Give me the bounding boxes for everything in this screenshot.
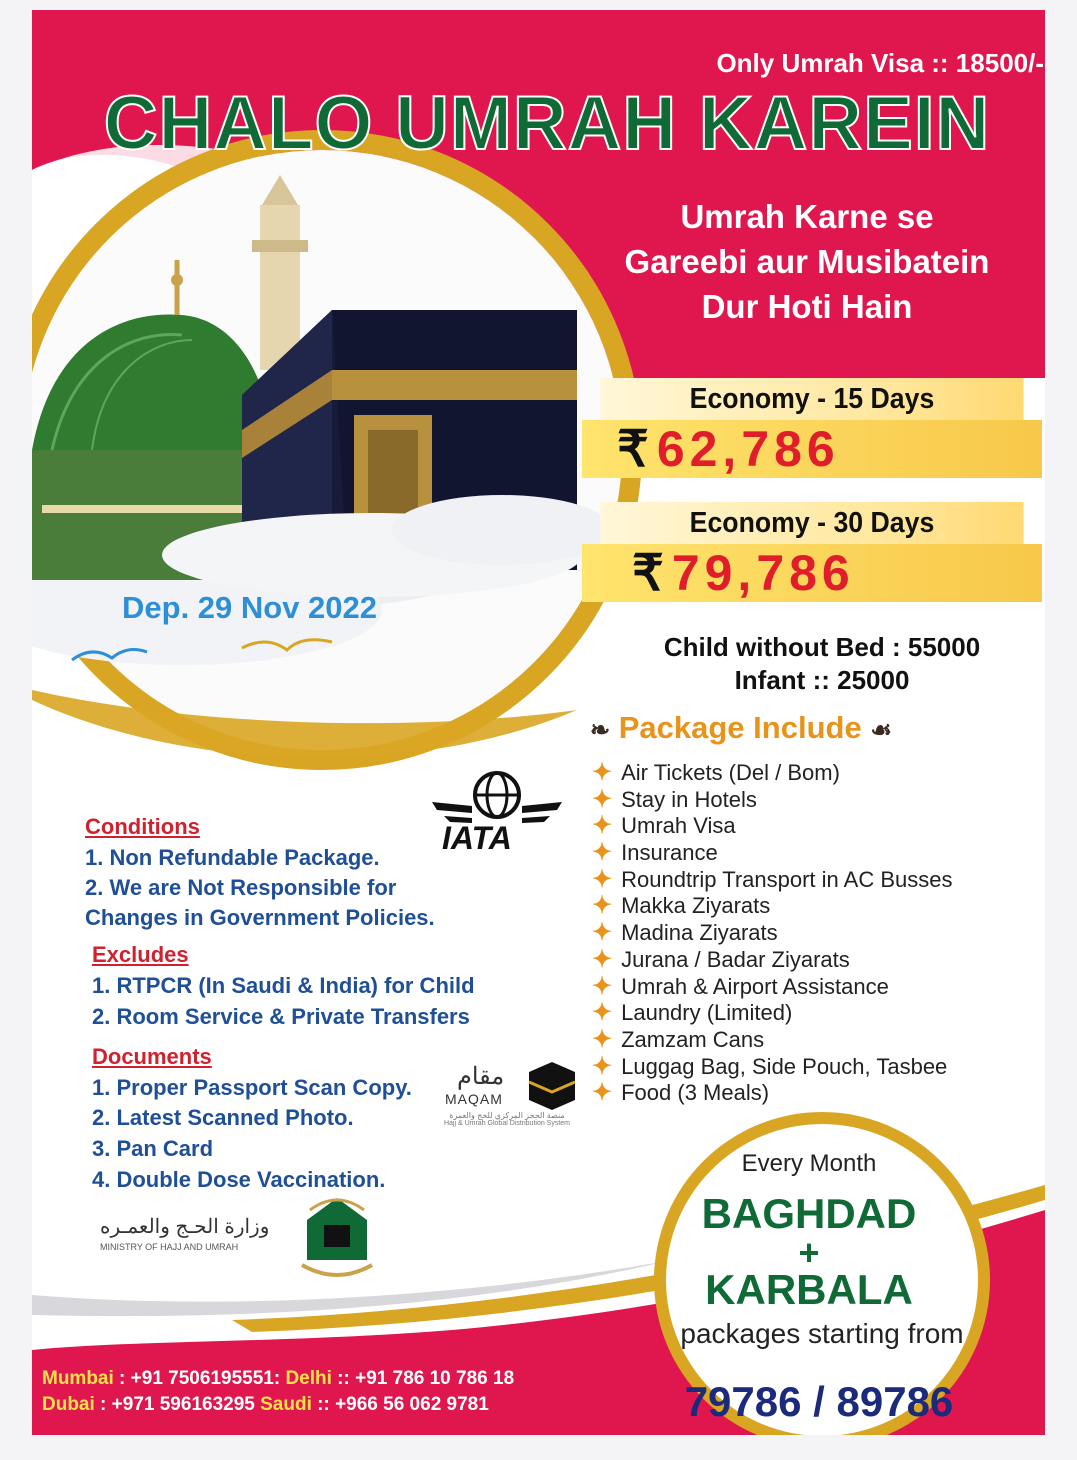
ministry-arabic: وزارة الحـج والعمـره	[100, 1216, 270, 1238]
plus-icon: ✦	[592, 812, 613, 840]
tagline-line2: Gareebi aur Musibatein	[624, 243, 990, 280]
maqam-subtitle-ar: منصة الحجز المركزي للحج والعمرة	[449, 1111, 565, 1120]
contact-number: : +971 596163295	[94, 1394, 261, 1415]
plus-icon: ✦	[592, 1052, 613, 1080]
price-value: 62,786	[656, 421, 840, 477]
conditions-title: Conditions	[85, 814, 200, 839]
include-item: Roundtrip Transport in AC Busses	[621, 866, 953, 892]
list-item	[592, 1025, 1032, 1052]
list-item	[592, 758, 1032, 785]
include-item: Stay in Hotels	[621, 786, 757, 812]
departure-date: Dep. 29 Nov 2022	[122, 590, 378, 625]
list-item	[592, 1052, 1032, 1079]
exclude-item: 2. Room Service & Private Transfers	[92, 1004, 470, 1029]
document-item: 1. Proper Passport Scan Copy.	[92, 1075, 412, 1100]
child-price: Child without Bed : 55000	[663, 632, 981, 662]
list-item	[592, 891, 1032, 918]
price-value: 79,786	[671, 545, 855, 601]
list-item	[592, 918, 1032, 945]
plus-icon: ✦	[592, 1079, 613, 1107]
excludes-title: Excludes	[92, 942, 189, 967]
list-item	[592, 785, 1032, 812]
maqam-english: MAQAM	[445, 1091, 503, 1107]
include-item: Umrah & Airport Assistance	[621, 973, 889, 999]
include-item: Madina Ziyarats	[621, 920, 778, 946]
include-item: Laundry (Limited)	[621, 1000, 793, 1026]
include-item: Makka Ziyarats	[621, 893, 771, 919]
package-price	[582, 544, 1042, 602]
plus-icon: ✦	[592, 839, 613, 867]
contact-line-1	[42, 1368, 602, 1390]
list-item	[592, 1078, 1032, 1105]
contact-label: Mumbai	[42, 1368, 114, 1389]
document-item: 2. Latest Scanned Photo.	[92, 1105, 354, 1130]
starting-from-label: packages starting from	[680, 1318, 964, 1349]
contact-number: :: +91 786 10 786 18	[331, 1368, 515, 1389]
infant-price: Infant :: 25000	[734, 665, 910, 695]
ministry-english: MINISTRY OF HAJJ AND UMRAH	[100, 1242, 239, 1252]
document-item: 4. Double Dose Vaccination.	[92, 1167, 386, 1192]
plus-icon: ✦	[592, 785, 613, 813]
contact-label: Saudi	[260, 1394, 312, 1415]
include-item: Umrah Visa	[621, 813, 736, 839]
ministry-emblem-icon	[302, 1198, 372, 1275]
contact-number: : +91 7506195551:	[113, 1368, 286, 1389]
condition-item: Changes in Government Policies.	[85, 905, 435, 930]
include-item: Zamzam Cans	[621, 1026, 765, 1052]
plus-icon: ✦	[592, 1025, 613, 1053]
city-karbala: KARBALA	[705, 1266, 913, 1313]
condition-item: 2. We are Not Responsible for	[85, 875, 397, 900]
package-30-days	[582, 502, 1042, 602]
list-item	[592, 838, 1032, 865]
iata-globe-icon	[432, 773, 562, 823]
list-item	[592, 811, 1032, 838]
package-title: Economy - 15 Days	[600, 378, 1023, 420]
include-item: Insurance	[621, 840, 718, 866]
package-include-list	[592, 758, 1032, 1105]
poster	[32, 10, 1045, 1435]
list-item	[592, 865, 1032, 892]
list-item	[592, 972, 1032, 999]
ornament-left-icon: ❧	[590, 717, 611, 744]
plus-icon: ✦	[592, 892, 613, 920]
every-month-label: Every Month	[741, 1150, 877, 1177]
package-title: Economy - 30 Days	[600, 502, 1023, 544]
document-item: 3. Pan Card	[92, 1136, 214, 1161]
include-item: Food (3 Meals)	[621, 1080, 770, 1106]
package-price	[582, 420, 1042, 478]
plus-icon: ✦	[592, 945, 613, 973]
iata-logo-text: IATA	[442, 820, 512, 856]
contact-number: :: +966 56 062 9781	[311, 1394, 489, 1415]
documents-title: Documents	[92, 1044, 212, 1069]
plus-icon: ✦	[592, 972, 613, 1000]
contact-line-2	[42, 1394, 602, 1416]
visa-price-note: Only Umrah Visa :: 18500/-	[716, 48, 1044, 78]
exclude-item: 1. RTPCR (In Saudi & India) for Child	[92, 973, 475, 998]
starting-prices: 79786 / 89786	[684, 1378, 954, 1425]
package-include-heading	[590, 710, 892, 746]
include-item: Air Tickets (Del / Bom)	[621, 760, 840, 785]
list-item	[592, 945, 1032, 972]
city-baghdad: BAGHDAD	[701, 1190, 917, 1237]
rupee-icon: ₹	[617, 421, 649, 477]
include-item: Luggag Bag, Side Pouch, Tasbee	[621, 1053, 948, 1079]
headline: CHALO UMRAH KAREIN	[103, 81, 991, 166]
contact-label: Delhi	[285, 1368, 332, 1389]
maqam-logo	[412, 1062, 602, 1127]
include-item: Jurana / Badar Ziyarats	[621, 946, 850, 972]
rupee-icon: ₹	[632, 545, 664, 601]
package-include-title: Package Include	[618, 710, 862, 745]
cloud	[392, 495, 612, 565]
plus-sign: +	[798, 1232, 820, 1273]
plus-icon: ✦	[592, 919, 613, 947]
list-item	[592, 998, 1032, 1025]
plus-icon: ✦	[592, 999, 613, 1027]
maqam-arabic: مقام	[457, 1063, 505, 1090]
maqam-subtitle-en: Hajj & Umrah Global Distribution System	[443, 1120, 571, 1127]
plus-icon: ✦	[592, 865, 613, 893]
plus-icon: ✦	[592, 759, 613, 786]
contact-label: Dubai	[42, 1394, 95, 1415]
condition-item: 1. Non Refundable Package.	[85, 845, 380, 870]
tagline-line1: Umrah Karne se	[680, 198, 934, 235]
package-15-days	[582, 378, 1042, 478]
tagline-line3: Dur Hoti Hain	[701, 288, 913, 325]
ornament-right-icon: ☙	[870, 717, 892, 744]
